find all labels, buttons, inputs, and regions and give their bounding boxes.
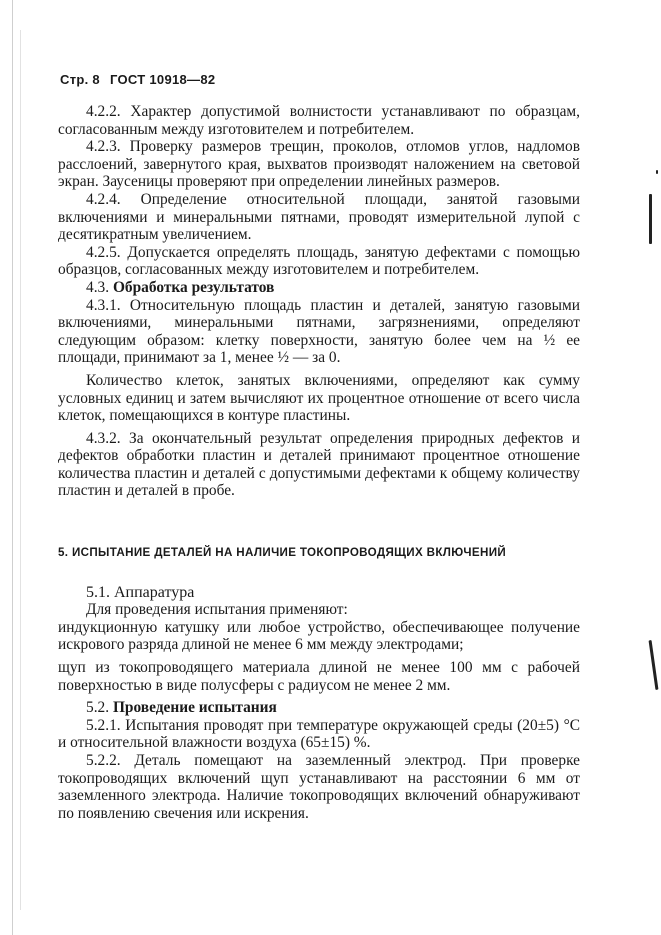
paragraph-5-1-a: индукционную катушку или любое устройство, обеспечивающее получение искрового разряда длиной не менее 6 мм между электродами; (58, 618, 580, 654)
paragraph-5-2-1: 5.2.1. Испытания проводят при температуре окружающей среды (20±5) °С и относительной влажности воздуха (65±15) %. (58, 716, 580, 752)
paragraph-4-3-2: 4.3.2. За окончательный результат определения природных дефектов и дефектов обработки пластин и деталей принимают процентное отношение количества пластин и деталей с допустимыми дефектами к общему количеству пластин и деталей в пробе. (58, 429, 580, 500)
margin-mark-bottom (649, 640, 659, 690)
heading-5-2-number: 5.2. (86, 699, 110, 717)
paragraph-4-2-5: 4.2.5. Допускается определять площадь, занятую дефектами с помощью образцов, согласованных между изготовителем и потребителем. (58, 243, 580, 279)
paragraph-5-2-2: 5.2.2. Деталь помещают на заземленный электрод. При проверке токопроводящих включений щуп устанавливают на расстоянии 6 мм от заземленного электрода. Наличие токопроводящих включений обнаруживают по появлению свечения или искрения. (58, 752, 580, 822)
paragraph-4-3-1: 4.3.1. Относительную площадь пластин и деталей, занятую газовыми включениями, минеральными пятнами, загрязнениями, определяют следующим образом: клетку поверхности, занятую более чем на ½ ее площади, принимают за 1, менее ½ — за 0. (58, 296, 580, 367)
scan-edge-line-inner (20, 30, 21, 910)
scan-edge-line (12, 0, 13, 935)
margin-mark-top (649, 194, 652, 244)
paragraph-4-2-2: 4.2.2. Характер допустимой волнистости устанавливают по образцам, согласованным между изготовителем и потребителем. (58, 103, 580, 138)
margin-dot (656, 170, 658, 174)
section-5-heading: 5. ИСПЫТАНИЕ ДЕТАЛЕЙ НА НАЛИЧИЕ ТОКОПРОВОДЯЩИХ ВКЛЮЧЕНИЙ (58, 546, 507, 560)
heading-5-1: 5.1. Аппаратура (86, 583, 195, 601)
standard-number: ГОСТ 10918—82 (109, 72, 216, 87)
heading-4-3-title: Обработка результатов (112, 278, 275, 296)
heading-5-2 (58, 699, 580, 717)
paragraph-4-2-3: 4.2.3. Проверку размеров трещин, проколов, отломов углов, надломов расслоений, завернутого края, выхватов производят наложением на световой экран. Заусеницы проверяют при определении линейных размеров. (58, 138, 580, 191)
paragraph-5-1-b: щуп из токопроводящего материала длиной не менее 100 мм с рабочей поверхностью в виде полусферы с радиусом не менее 2 мм. (58, 659, 580, 694)
page-number: Стр. 8 (60, 72, 100, 87)
document-body (58, 103, 580, 822)
page-header (60, 72, 215, 87)
heading-5-2-title: Проведение испытания (112, 699, 277, 717)
paragraph-4-3-1-cont: Количество клеток, занятых включениями, определяют как сумму условных единиц и затем вычисляют их процентное отношение от всего числа клеток, помещающихся в контуре пластины. (58, 371, 580, 425)
paragraph-4-2-4: 4.2.4. Определение относительной площади, занятой газовыми включениями и минеральными пятнами, проводят измерительной лупой с десятикратным увеличением. (58, 190, 580, 244)
heading-4-3 (58, 279, 580, 297)
heading-4-3-number: 4.3. (86, 278, 110, 296)
paragraph-5-1-intro: Для проведения испытания применяют: (86, 601, 348, 619)
